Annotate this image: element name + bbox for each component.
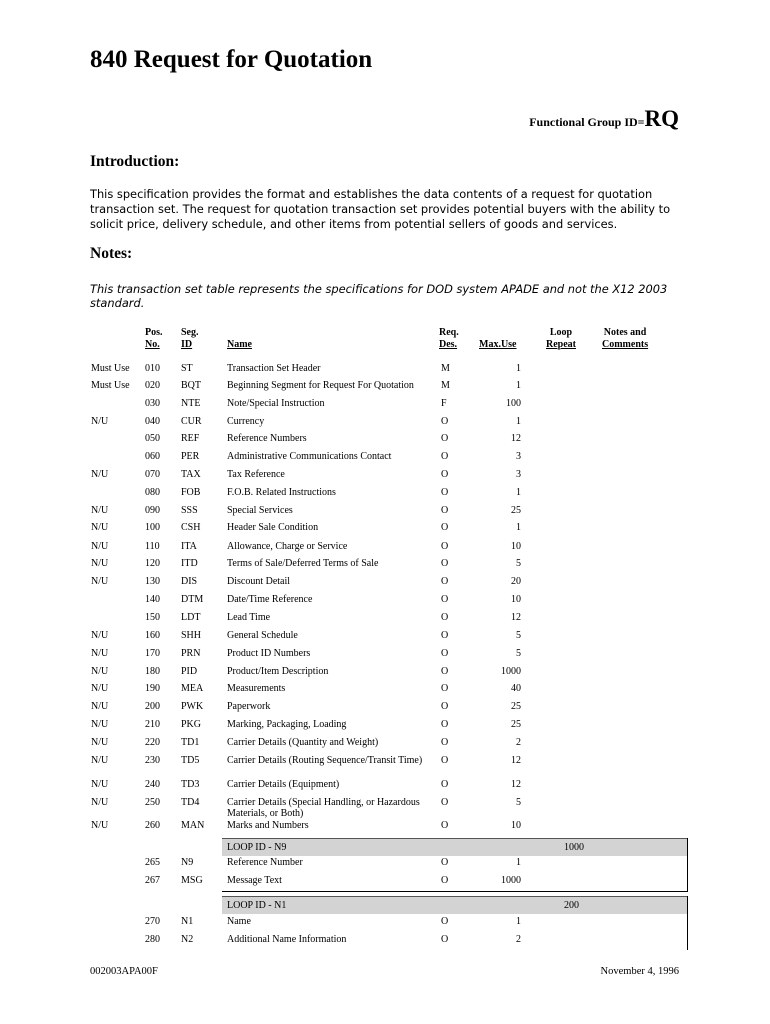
row-max-use: 2 [516, 737, 521, 748]
header-max-line: Max.Use [479, 339, 517, 350]
row-position: 280 [145, 934, 160, 945]
row-max-use: 3 [516, 451, 521, 462]
row-position: 110 [145, 541, 160, 552]
row-position: 030 [145, 398, 160, 409]
row-segment-id: TAX [181, 469, 201, 480]
row-max-use: 12 [511, 755, 521, 766]
row-position: 060 [145, 451, 160, 462]
row-position: 150 [145, 612, 160, 623]
header-loop-line2: Repeat [546, 339, 576, 350]
row-segment-id: SHH [181, 630, 202, 641]
row-segment-name: Carrier Details (Equipment) [227, 779, 340, 790]
row-usage: N/U [91, 630, 109, 641]
row-segment-id: MAN [181, 820, 205, 831]
row-segment-name: F.O.B. Related Instructions [227, 487, 336, 498]
row-usage: N/U [91, 522, 109, 533]
row-position: 230 [145, 755, 160, 766]
header-notes-line2: Comments [602, 339, 649, 350]
row-segment-id: PKG [181, 719, 202, 730]
row-segment-id: PER [181, 451, 200, 462]
row-requirement: O [441, 797, 449, 808]
row-segment-name: Product/Item Description [227, 666, 329, 677]
loop-border-bottom [222, 891, 688, 892]
row-requirement: O [441, 612, 449, 623]
row-segment-name: Terms of Sale/Deferred Terms of Sale [227, 558, 379, 569]
row-max-use: 3 [516, 469, 521, 480]
row-segment-name: Beginning Segment for Request For Quotation [227, 380, 414, 391]
row-segment-id: BQT [181, 380, 201, 391]
row-segment-id: N1 [181, 916, 194, 927]
row-max-use: 5 [516, 797, 521, 808]
row-max-use: 10 [511, 541, 521, 552]
row-segment-name: Carrier Details (Special Handling, or Hazardous Materials, or Both) [227, 797, 420, 819]
notes-heading: Notes: [90, 245, 133, 262]
row-max-use: 5 [516, 630, 521, 641]
row-segment-name: Message Text [227, 875, 282, 886]
row-segment-id: MEA [181, 683, 204, 694]
row-position: 020 [145, 380, 160, 391]
loop-repeat: 200 [564, 900, 579, 911]
row-position: 260 [145, 820, 160, 831]
row-requirement: O [441, 576, 449, 587]
row-segment-name: Note/Special Instruction [227, 398, 325, 409]
row-position: 170 [145, 648, 160, 659]
row-usage: Must Use [91, 363, 130, 374]
row-segment-name: Allowance, Charge or Service [227, 541, 348, 552]
row-usage: N/U [91, 779, 109, 790]
row-segment-id: TD5 [181, 755, 200, 766]
row-position: 080 [145, 487, 160, 498]
row-max-use: 20 [511, 576, 521, 587]
row-requirement: O [441, 857, 449, 868]
row-position: 200 [145, 701, 160, 712]
row-position: 267 [145, 875, 160, 886]
row-position: 270 [145, 916, 160, 927]
footer-date: November 4, 1996 [600, 966, 679, 977]
header-seg-line1: Seg. [181, 327, 199, 338]
row-requirement: O [441, 934, 449, 945]
row-segment-id: CSH [181, 522, 201, 533]
functional-group-label: Functional Group ID= [529, 115, 645, 129]
row-requirement: O [441, 875, 449, 886]
row-position: 240 [145, 779, 160, 790]
row-position: 130 [145, 576, 160, 587]
loop-id: LOOP ID - N1 [227, 900, 287, 911]
row-position: 210 [145, 719, 160, 730]
row-segment-id: FOB [181, 487, 201, 498]
row-requirement: M [441, 363, 450, 374]
header-pos-line1: Pos. [145, 327, 163, 338]
row-segment-name: Paperwork [227, 701, 271, 712]
row-max-use: 25 [511, 505, 521, 516]
row-segment-id: PRN [181, 648, 201, 659]
row-max-use: 1000 [501, 875, 521, 886]
row-max-use: 100 [506, 398, 521, 409]
row-position: 050 [145, 433, 160, 444]
row-usage: N/U [91, 701, 109, 712]
page-title: 840 Request for Quotation [90, 46, 373, 73]
row-requirement: O [441, 916, 449, 927]
row-max-use: 12 [511, 433, 521, 444]
row-requirement: O [441, 648, 449, 659]
row-requirement: O [441, 433, 449, 444]
loop-repeat: 1000 [564, 842, 584, 853]
row-position: 140 [145, 594, 160, 605]
row-max-use: 1 [516, 416, 521, 427]
row-max-use: 5 [516, 648, 521, 659]
row-segment-id: ITD [181, 558, 198, 569]
row-max-use: 10 [511, 820, 521, 831]
row-usage: N/U [91, 683, 109, 694]
row-segment-name: Name [227, 916, 251, 927]
row-position: 100 [145, 522, 160, 533]
row-segment-name: Product ID Numbers [227, 648, 311, 659]
row-max-use: 25 [511, 719, 521, 730]
row-position: 010 [145, 363, 160, 374]
row-max-use: 5 [516, 558, 521, 569]
row-position: 120 [145, 558, 160, 569]
header-seg-line2: ID [181, 339, 193, 350]
row-segment-id: LDT [181, 612, 201, 623]
functional-group-value: RQ [644, 106, 679, 131]
row-usage: N/U [91, 755, 109, 766]
row-requirement: O [441, 820, 449, 831]
row-segment-name: General Schedule [227, 630, 298, 641]
row-requirement: O [441, 487, 449, 498]
row-usage: N/U [91, 541, 109, 552]
header-loop-line1: Loop [549, 327, 573, 338]
row-requirement: O [441, 737, 449, 748]
row-requirement: O [441, 469, 449, 480]
row-usage: N/U [91, 416, 109, 427]
row-segment-id: PID [181, 666, 198, 677]
loop-id: LOOP ID - N9 [227, 842, 287, 853]
row-segment-name: Tax Reference [227, 469, 285, 480]
row-requirement: O [441, 630, 449, 641]
row-requirement: O [441, 719, 449, 730]
row-segment-name: Additional Name Information [227, 934, 347, 945]
row-max-use: 1 [516, 363, 521, 374]
header-req-line1: Req. [439, 327, 459, 338]
row-requirement: O [441, 666, 449, 677]
header-notes-line1: Notes and [603, 327, 647, 338]
row-max-use: 1 [516, 487, 521, 498]
row-segment-name: Reference Numbers [227, 433, 307, 444]
loop-border-right [687, 896, 688, 950]
row-segment-name: Measurements [227, 683, 286, 694]
row-segment-id: CUR [181, 416, 202, 427]
row-segment-id: ST [181, 363, 193, 374]
header-pos-line2: No. [145, 339, 160, 350]
row-segment-id: N9 [181, 857, 194, 868]
row-segment-id: DTM [181, 594, 204, 605]
row-segment-id: REF [181, 433, 200, 444]
row-position: 180 [145, 666, 160, 677]
row-usage: N/U [91, 505, 109, 516]
row-max-use: 25 [511, 701, 521, 712]
row-segment-name: Transaction Set Header [227, 363, 321, 374]
row-requirement: O [441, 558, 449, 569]
row-max-use: 1 [516, 857, 521, 868]
row-segment-name: Discount Detail [227, 576, 291, 587]
row-segment-name: Header Sale Condition [227, 522, 319, 533]
row-segment-id: NTE [181, 398, 201, 409]
row-requirement: O [441, 755, 449, 766]
row-requirement: F [441, 398, 447, 409]
row-max-use: 1 [516, 916, 521, 927]
row-max-use: 1 [516, 380, 521, 391]
row-segment-id: MSG [181, 875, 203, 886]
loop-border-right [687, 838, 688, 891]
row-segment-name: Reference Number [227, 857, 303, 868]
row-requirement: O [441, 701, 449, 712]
row-usage: N/U [91, 797, 109, 808]
row-segment-id: SSS [181, 505, 198, 516]
row-max-use: 12 [511, 612, 521, 623]
row-position: 070 [145, 469, 160, 480]
row-max-use: 2 [516, 934, 521, 945]
row-requirement: O [441, 683, 449, 694]
row-max-use: 1000 [501, 666, 521, 677]
row-max-use: 1 [516, 522, 521, 533]
row-usage: N/U [91, 719, 109, 730]
row-usage: Must Use [91, 380, 130, 391]
row-usage: N/U [91, 666, 109, 677]
notes-text: This transaction set table represents the specifications for DOD system APADE and not the X12 2003 standard. [90, 282, 668, 310]
header-req-line2: Des. [439, 339, 458, 350]
row-segment-id: PWK [181, 701, 204, 712]
row-requirement: O [441, 416, 449, 427]
row-segment-name: Special Services [227, 505, 293, 516]
row-requirement: O [441, 522, 449, 533]
row-requirement: O [441, 594, 449, 605]
row-segment-id: DIS [181, 576, 198, 587]
row-position: 265 [145, 857, 160, 868]
row-segment-name: Administrative Communications Contact [227, 451, 392, 462]
row-segment-name: Marking, Packaging, Loading [227, 719, 347, 730]
loop-header [222, 896, 688, 914]
row-usage: N/U [91, 737, 109, 748]
row-usage: N/U [91, 576, 109, 587]
row-segment-name: Date/Time Reference [227, 594, 313, 605]
row-position: 220 [145, 737, 160, 748]
row-segment-id: TD3 [181, 779, 200, 790]
row-usage: N/U [91, 469, 109, 480]
introduction-heading: Introduction: [90, 153, 180, 170]
row-segment-name: Marks and Numbers [227, 820, 309, 831]
row-usage: N/U [91, 820, 109, 831]
row-requirement: O [441, 779, 449, 790]
row-usage: N/U [91, 558, 109, 569]
row-requirement: O [441, 451, 449, 462]
row-requirement: M [441, 380, 450, 391]
loop-header [222, 838, 688, 856]
row-max-use: 12 [511, 779, 521, 790]
row-usage: N/U [91, 648, 109, 659]
row-requirement: O [441, 505, 449, 516]
row-segment-id: TD1 [181, 737, 200, 748]
row-position: 250 [145, 797, 160, 808]
row-max-use: 40 [511, 683, 521, 694]
row-requirement: O [441, 541, 449, 552]
row-segment-name: Carrier Details (Routing Sequence/Transit Time) [227, 755, 423, 766]
row-segment-name: Currency [227, 416, 265, 427]
header-name-line: Name [227, 339, 252, 350]
row-position: 090 [145, 505, 160, 516]
row-max-use: 10 [511, 594, 521, 605]
row-segment-id: N2 [181, 934, 194, 945]
row-segment-id: TD4 [181, 797, 200, 808]
row-position: 160 [145, 630, 160, 641]
introduction-text: This specification provides the format and establishes the data contents of a request for quotation transaction set. The request for quotation transaction set provides potential buyers with the ability to solicit price, delivery schedule, and other items from potential sellers of goods and services. [90, 187, 671, 231]
footer-document-id: 002003APA00F [90, 966, 158, 977]
row-position: 190 [145, 683, 160, 694]
row-position: 040 [145, 416, 160, 427]
row-segment-name: Lead Time [227, 612, 271, 623]
row-segment-name: Carrier Details (Quantity and Weight) [227, 737, 379, 748]
row-segment-id: ITA [181, 541, 197, 552]
